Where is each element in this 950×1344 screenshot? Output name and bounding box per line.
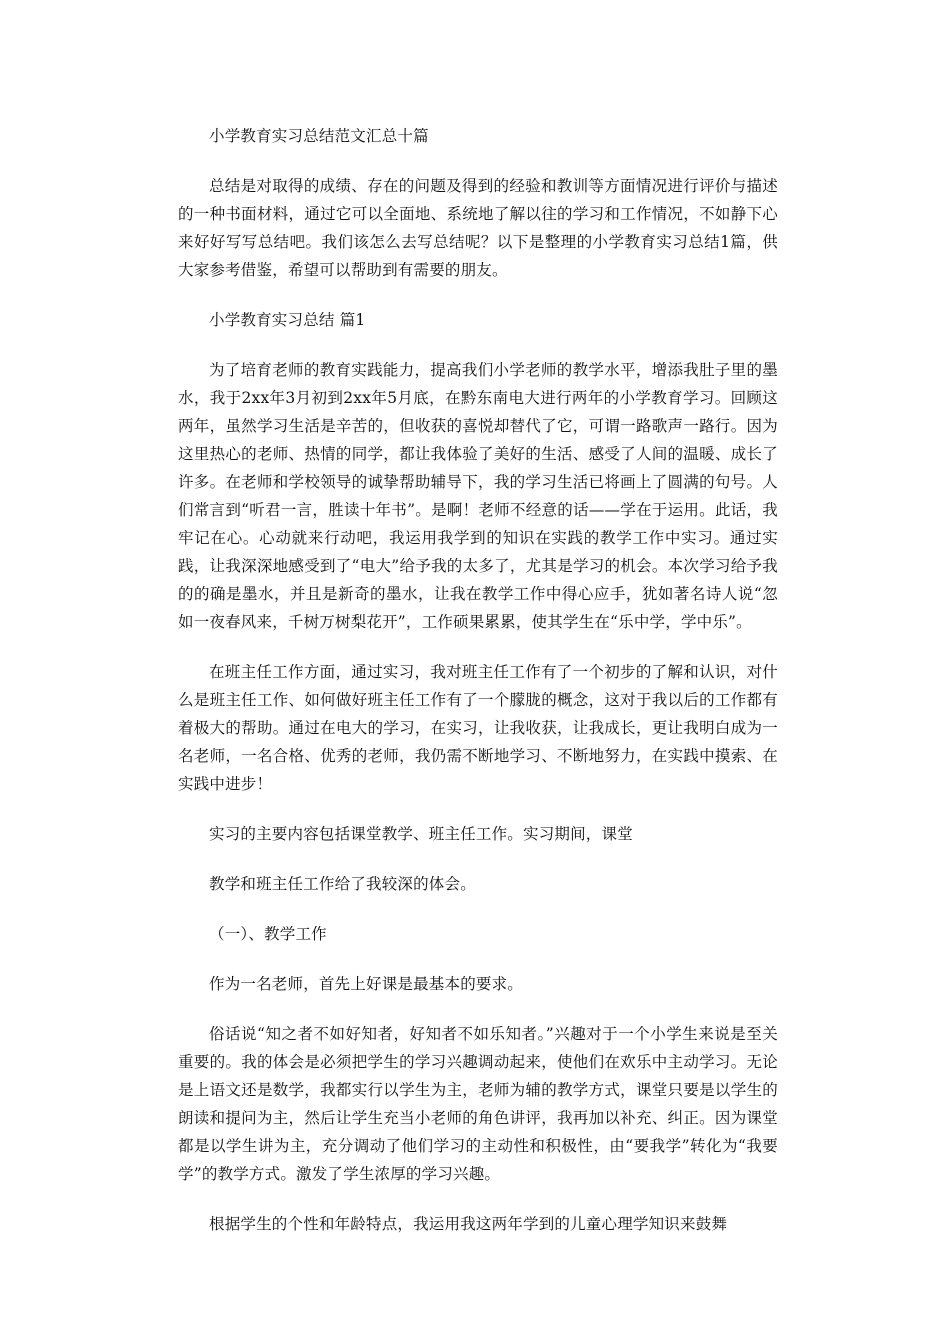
section-heading: 小学教育实习总结 篇1 bbox=[209, 311, 366, 329]
body-paragraph: 俗话说“知之者不如好知者，好知者不如乐知者。”兴趣对于一个小学生来说是至关重要的。我的体会是必须把学生的学习兴趣调动起来，使他们在欢乐中主动学习。无论是上语文还是数学，我都实行以学生为主，老师为辅的教学方式，课堂只要是以学生的朗读和提问为主，然后让学生充当小老师的角色讲评，我再加以补充、纠正。因为课堂都是以学生讲为主，充分调动了他们学习的主动性和积极性，由“要我学”转化为“我要学”的教学方式。激发了学生浓厚的学习兴趣。 bbox=[178, 1025, 778, 1183]
body-paragraph: 在班主任工作方面，通过实习，我对班主任工作有了一个初步的了解和认识，对什么是班主任工作、如何做好班主任工作有了一个朦胧的概念，这对于我以后的工作都有着极大的帮助。通过在电大的学习，在实习，让我收获，让我成长，更让我明白成为一名老师，一名合格、优秀的老师，我仍需不断地学习、不断地努力，在实践中摸索、在实践中进步！ bbox=[178, 663, 778, 793]
body-paragraph: 实习的主要内容包括课堂教学、班主任工作。实习期间，课堂 bbox=[209, 825, 633, 843]
document-page bbox=[178, 122, 778, 1238]
body-paragraph: 根据学生的个性和年龄特点，我运用我这两年学到的儿童心理学知识来鼓舞 bbox=[209, 1215, 728, 1233]
body-paragraph: 为了培育老师的教育实践能力，提高我们小学老师的教学水平，增添我肚子里的墨水，我于2xx年3月初到2xx年5月底，在黔东南电大进行两年的小学教育学习。回顾这两年，虽然学习生活是辛苦的，但收获的喜悦却替代了它，可谓一路歌声一路行。因为这里热心的老师、热情的同学，都让我体验了美好的生活、感受了人间的温暖、成长了许多。在老师和学校领导的诚挚帮助辅导下，我的学习生活已将画上了圆满的句号。人们常言到“听君一言，胜读十年书”。是啊！老师不经意的话——学在于运用。此话，我牢记在心。心动就来行动吧，我运用我学到的知识在实践的教学工作中实习。通过实践，让我深深地感受到了“电大”给予我的太多了，尤其是学习的机会。本次学习给予我的的确是墨水，并且是新奇的墨水，让我在教学工作中得心应手，犹如著名诗人说“忽如一夜春风来，千树万树梨花开”，工作硕果累累，使其学生在“乐中学，学中乐”。 bbox=[178, 361, 778, 631]
document-title: 小学教育实习总结范文汇总十篇 bbox=[209, 127, 429, 145]
subsection-heading: （一）、教学工作 bbox=[209, 925, 327, 943]
intro-paragraph: 总结是对取得的成绩、存在的问题及得到的经验和教训等方面情况进行评价与描述的一种书面材料，通过它可以全面地、系统地了解以往的学习和工作情况，不如静下心来好好写写总结吧。我们该怎么去写总结呢？以下是整理的小学教育实习总结1篇，供大家参考借鉴，希望可以帮助到有需要的朋友。 bbox=[178, 177, 778, 279]
body-paragraph: 教学和班主任工作给了我较深的体会。 bbox=[209, 875, 476, 893]
body-paragraph: 作为一名老师，首先上好课是最基本的要求。 bbox=[209, 975, 524, 993]
